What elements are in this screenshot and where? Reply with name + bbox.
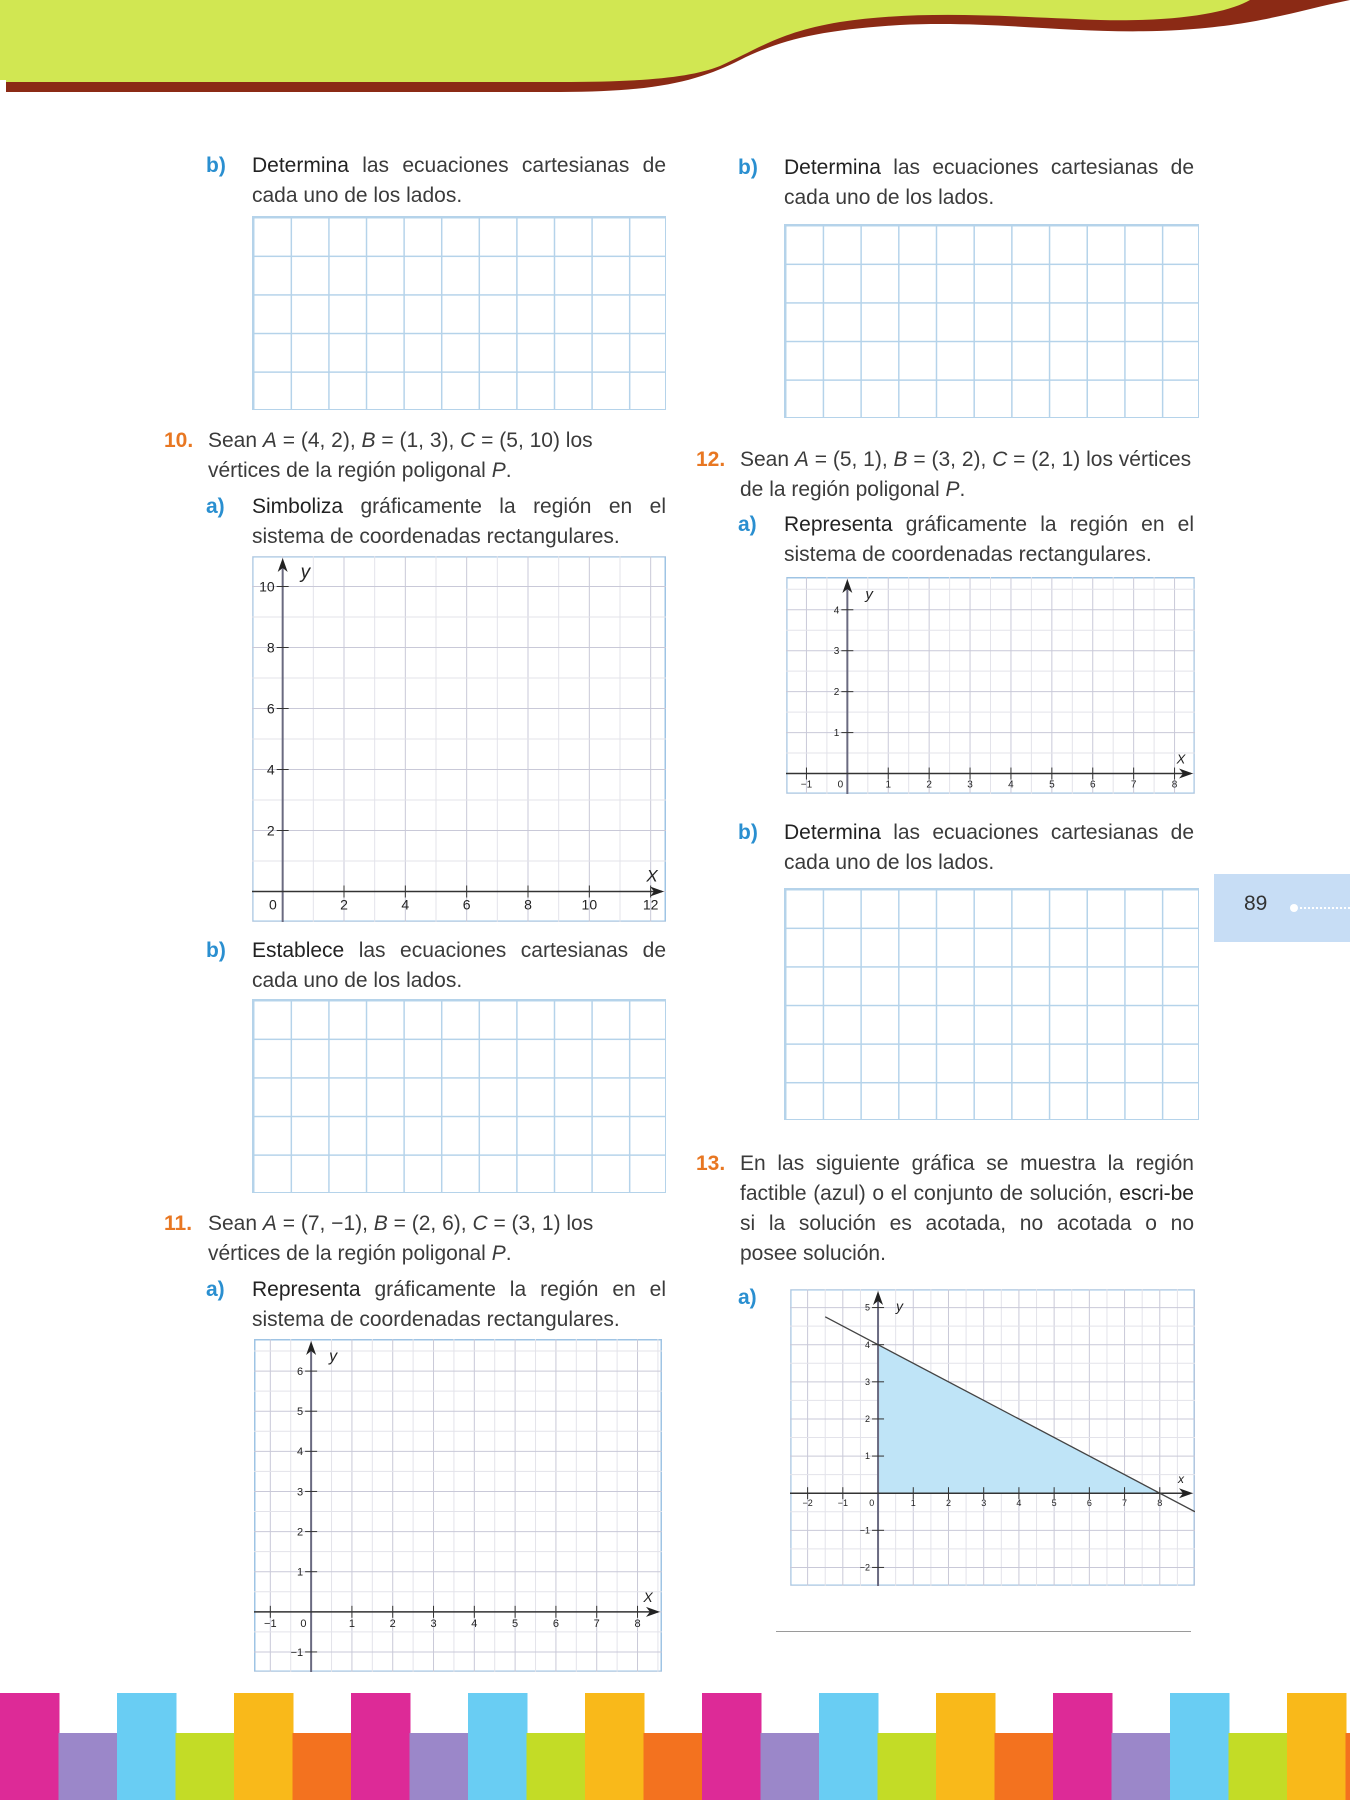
exercise-number: 10. — [164, 429, 194, 452]
y-tick-label: 2 — [833, 687, 840, 699]
y-tick-label: 2 — [865, 1414, 871, 1425]
header-left-mark — [0, 80, 6, 92]
item-body: gráficamente la región en el sistema de coordenadas rectangulares. — [252, 1278, 666, 1331]
statement-part: . — [505, 1242, 512, 1265]
y-tick-label: 4 — [833, 605, 840, 617]
item-verb: Determina — [784, 156, 881, 179]
y-tick-label: 5 — [296, 1406, 304, 1419]
item-text — [784, 818, 1194, 878]
x-tick-label: 1 — [348, 1617, 355, 1630]
x-tick-label: 2 — [926, 779, 932, 791]
x-tick-label: 2 — [945, 1498, 951, 1509]
x-tick-label: 2 — [389, 1617, 396, 1630]
exercise-statement — [740, 445, 1200, 505]
footer-stripe — [644, 1733, 704, 1800]
exercise-number: 13. — [696, 1152, 726, 1175]
header-banner — [0, 0, 1350, 100]
answer-grid-right-1 — [784, 224, 1199, 418]
item-verb: Establece — [252, 939, 345, 962]
item-body: las ecuaciones cartesianas de cada uno de los lados. — [784, 156, 1194, 209]
footer-stripe — [819, 1693, 879, 1800]
x-tick-label: 6 — [1086, 1498, 1092, 1509]
item-letter: a) — [206, 495, 225, 518]
footer-stripe — [878, 1733, 938, 1800]
footer-stripe — [1229, 1733, 1289, 1800]
x-tick-label: 3 — [430, 1617, 437, 1630]
y-tick-label: 10 — [259, 578, 275, 595]
footer-stripe — [176, 1733, 236, 1800]
exercise-number: 12. — [696, 448, 726, 471]
x-tick-label: 4 — [471, 1617, 478, 1630]
x-tick-label: 6 — [552, 1617, 559, 1630]
footer-stripe — [702, 1693, 762, 1800]
item-letter: b) — [738, 821, 758, 844]
footer-stripe — [59, 1733, 119, 1800]
var-b: B — [893, 448, 908, 471]
x-tick-label: 6 — [1089, 779, 1096, 791]
x-tick-label: 7 — [593, 1617, 600, 1630]
footer-stripe — [117, 1693, 177, 1800]
y-tick-label: −2 — [859, 1562, 871, 1573]
statement-part: = (2, 6), — [387, 1212, 473, 1235]
y-tick-label: 4 — [865, 1339, 871, 1350]
footer-stripe — [410, 1733, 470, 1800]
item-verb: Determina — [252, 154, 349, 177]
statement-part: = (5, 10) los vértices de la región poligonal — [208, 429, 593, 482]
item-verb: Representa — [252, 1278, 361, 1301]
item-letter: b) — [206, 939, 226, 962]
statement-part: = (3, 1) los vértices de la región poligonal — [208, 1212, 594, 1265]
item-letter: b) — [206, 154, 226, 177]
answer-grid-right-2 — [784, 888, 1199, 1120]
x-tick-label: 1 — [910, 1498, 916, 1509]
x-tick-label: 10 — [581, 896, 598, 913]
item-text — [252, 936, 666, 996]
var-c: C — [460, 429, 476, 452]
item-verb: escri-be — [1119, 1182, 1194, 1205]
item-body: las ecuaciones cartesianas de cada uno de los lados. — [252, 939, 666, 992]
x-tick-label: 7 — [1122, 1498, 1128, 1509]
footer-stripe — [1112, 1733, 1172, 1800]
y-tick-label: 1 — [833, 728, 840, 740]
y-tick-label: 3 — [865, 1376, 871, 1387]
footer-stripe — [1346, 1733, 1350, 1800]
footer-stripe — [936, 1693, 996, 1800]
x-tick-label: 7 — [1130, 779, 1137, 791]
item-body: gráficamente la región en el sistema de coordenadas rectangulares. — [784, 513, 1194, 566]
y-tick-label: −1 — [290, 1646, 304, 1659]
answer-grid-left-2 — [252, 999, 666, 1193]
footer-stripe — [1287, 1693, 1347, 1800]
coordinate-plane-ex10 — [252, 556, 666, 922]
var-c: C — [472, 1212, 488, 1235]
statement-part: Sean — [740, 448, 795, 471]
item-body: las ecuaciones cartesianas de cada uno de los lados. — [784, 821, 1194, 874]
var-a: A — [262, 429, 277, 452]
var-c: C — [992, 448, 1008, 471]
footer-stripe — [0, 1693, 60, 1800]
y-axis-label: y — [329, 1348, 338, 1365]
x-tick-label: 12 — [642, 896, 659, 913]
footer-stripe — [234, 1693, 294, 1800]
x-tick-label: 0 — [869, 1498, 875, 1509]
exercise-statement — [740, 1149, 1194, 1269]
y-tick-label: −1 — [859, 1525, 871, 1536]
y-tick-label: 1 — [296, 1566, 304, 1579]
item-verb: Simboliza — [252, 495, 344, 518]
coordinate-plane-ex13 — [790, 1289, 1195, 1586]
y-tick-label: 4 — [266, 761, 275, 778]
item-letter: a) — [738, 513, 757, 536]
item-text — [252, 492, 666, 552]
statement-part: si la solución es acotada, no acotada o no posee solución. — [740, 1212, 1194, 1265]
item-text — [252, 151, 666, 211]
item-verb: Determina — [784, 821, 881, 844]
y-tick-label: 3 — [296, 1486, 304, 1499]
footer-stripe — [995, 1733, 1055, 1800]
coordinate-plane-ex11 — [254, 1339, 662, 1672]
answer-grid-left-1 — [252, 216, 666, 410]
x-tick-label: −1 — [837, 1498, 848, 1509]
var-p: P — [491, 459, 506, 482]
x-tick-label: 8 — [1157, 1498, 1163, 1509]
x-tick-label: 5 — [512, 1617, 519, 1630]
x-tick-label: 0 — [268, 896, 277, 913]
item-text — [784, 510, 1194, 570]
page-tab-dotted-line — [1300, 907, 1350, 909]
x-tick-label: −2 — [802, 1498, 813, 1509]
x-tick-label: 5 — [1049, 779, 1055, 791]
statement-part: Sean — [208, 429, 263, 452]
page-number: 89 — [1244, 892, 1268, 915]
x-tick-label: 0 — [837, 779, 844, 791]
statement-part: = (4, 2), — [276, 429, 362, 452]
x-tick-label: 3 — [967, 779, 973, 791]
answer-line — [776, 1631, 1191, 1632]
x-tick-label: 5 — [1051, 1498, 1057, 1509]
exercise-number: 11. — [164, 1212, 193, 1235]
item-body: las ecuaciones cartesianas de cada uno de los lados. — [252, 154, 666, 207]
x-tick-label: 8 — [634, 1617, 641, 1630]
y-tick-label: 6 — [266, 700, 275, 717]
page-tab-dot — [1290, 904, 1298, 912]
x-tick-label: 8 — [524, 896, 532, 913]
footer-stripe — [1053, 1693, 1113, 1800]
x-axis-label: X — [1176, 751, 1186, 767]
item-text — [252, 1275, 666, 1335]
x-axis-label: x — [1178, 1472, 1184, 1487]
x-tick-label: 4 — [401, 896, 410, 913]
y-tick-label: 6 — [296, 1365, 304, 1378]
y-tick-label: 3 — [833, 646, 840, 658]
var-b: B — [361, 429, 376, 452]
y-tick-label: 2 — [296, 1526, 304, 1539]
item-text — [784, 153, 1194, 213]
item-letter: b) — [738, 156, 758, 179]
plot-frame — [255, 1340, 662, 1672]
footer-stripe — [293, 1733, 353, 1800]
var-p: P — [945, 478, 960, 501]
y-tick-label: 5 — [865, 1302, 871, 1313]
y-tick-label: 4 — [296, 1446, 304, 1459]
header-green-wave — [0, 0, 1250, 82]
statement-part: . — [959, 478, 966, 501]
statement-part: = (5, 1), — [808, 448, 894, 471]
coordinate-plane-ex12 — [786, 577, 1195, 794]
var-a: A — [794, 448, 809, 471]
item-letter: a) — [738, 1286, 757, 1309]
x-tick-label: −1 — [800, 779, 813, 791]
footer-stripe — [468, 1693, 528, 1800]
statement-part: = (3, 2), — [907, 448, 993, 471]
item-body: gráficamente la región en el sistema de coordenadas rectangulares. — [252, 495, 666, 548]
y-axis-label: y — [896, 1298, 904, 1314]
item-letter: a) — [206, 1278, 225, 1301]
exercise-statement — [208, 1209, 668, 1269]
x-tick-label: 0 — [300, 1617, 307, 1630]
y-tick-label: 2 — [266, 822, 275, 839]
y-tick-label: 1 — [865, 1451, 871, 1462]
var-p: P — [491, 1242, 506, 1265]
x-axis-label: X — [646, 866, 658, 886]
x-tick-label: 2 — [340, 896, 348, 913]
item-verb: Representa — [784, 513, 893, 536]
var-b: B — [373, 1212, 388, 1235]
y-tick-label: 8 — [266, 639, 275, 656]
footer-stripe — [527, 1733, 587, 1800]
x-axis-label: X — [643, 1588, 653, 1605]
x-tick-label: 6 — [462, 896, 471, 913]
exercise-statement — [208, 426, 668, 486]
footer-stripe — [1170, 1693, 1230, 1800]
x-tick-label: 3 — [981, 1498, 987, 1509]
x-tick-label: 8 — [1171, 779, 1178, 791]
page-number-tab — [1214, 874, 1350, 942]
x-tick-label: 4 — [1016, 1498, 1022, 1509]
statement-part: En las siguiente gráfica se muestra la región factible (azul) o el conjunto de solución, — [740, 1152, 1194, 1205]
x-tick-label: −1 — [264, 1617, 277, 1630]
y-axis-label: y — [300, 562, 311, 583]
y-axis-label: y — [865, 586, 873, 603]
footer-stripe — [585, 1693, 645, 1800]
statement-part: = (2, 1) los vértices de la región poligonal — [740, 448, 1192, 501]
var-a: A — [262, 1212, 277, 1235]
statement-part: Sean — [208, 1212, 263, 1235]
statement-part: . — [505, 459, 512, 482]
footer-stripe — [351, 1693, 411, 1800]
x-tick-label: 1 — [885, 779, 892, 791]
x-tick-label: 4 — [1008, 779, 1014, 791]
statement-part: = (7, −1), — [276, 1212, 374, 1235]
statement-part: = (1, 3), — [375, 429, 461, 452]
footer-stripe — [761, 1733, 821, 1800]
footer-stripes — [0, 1693, 1350, 1800]
